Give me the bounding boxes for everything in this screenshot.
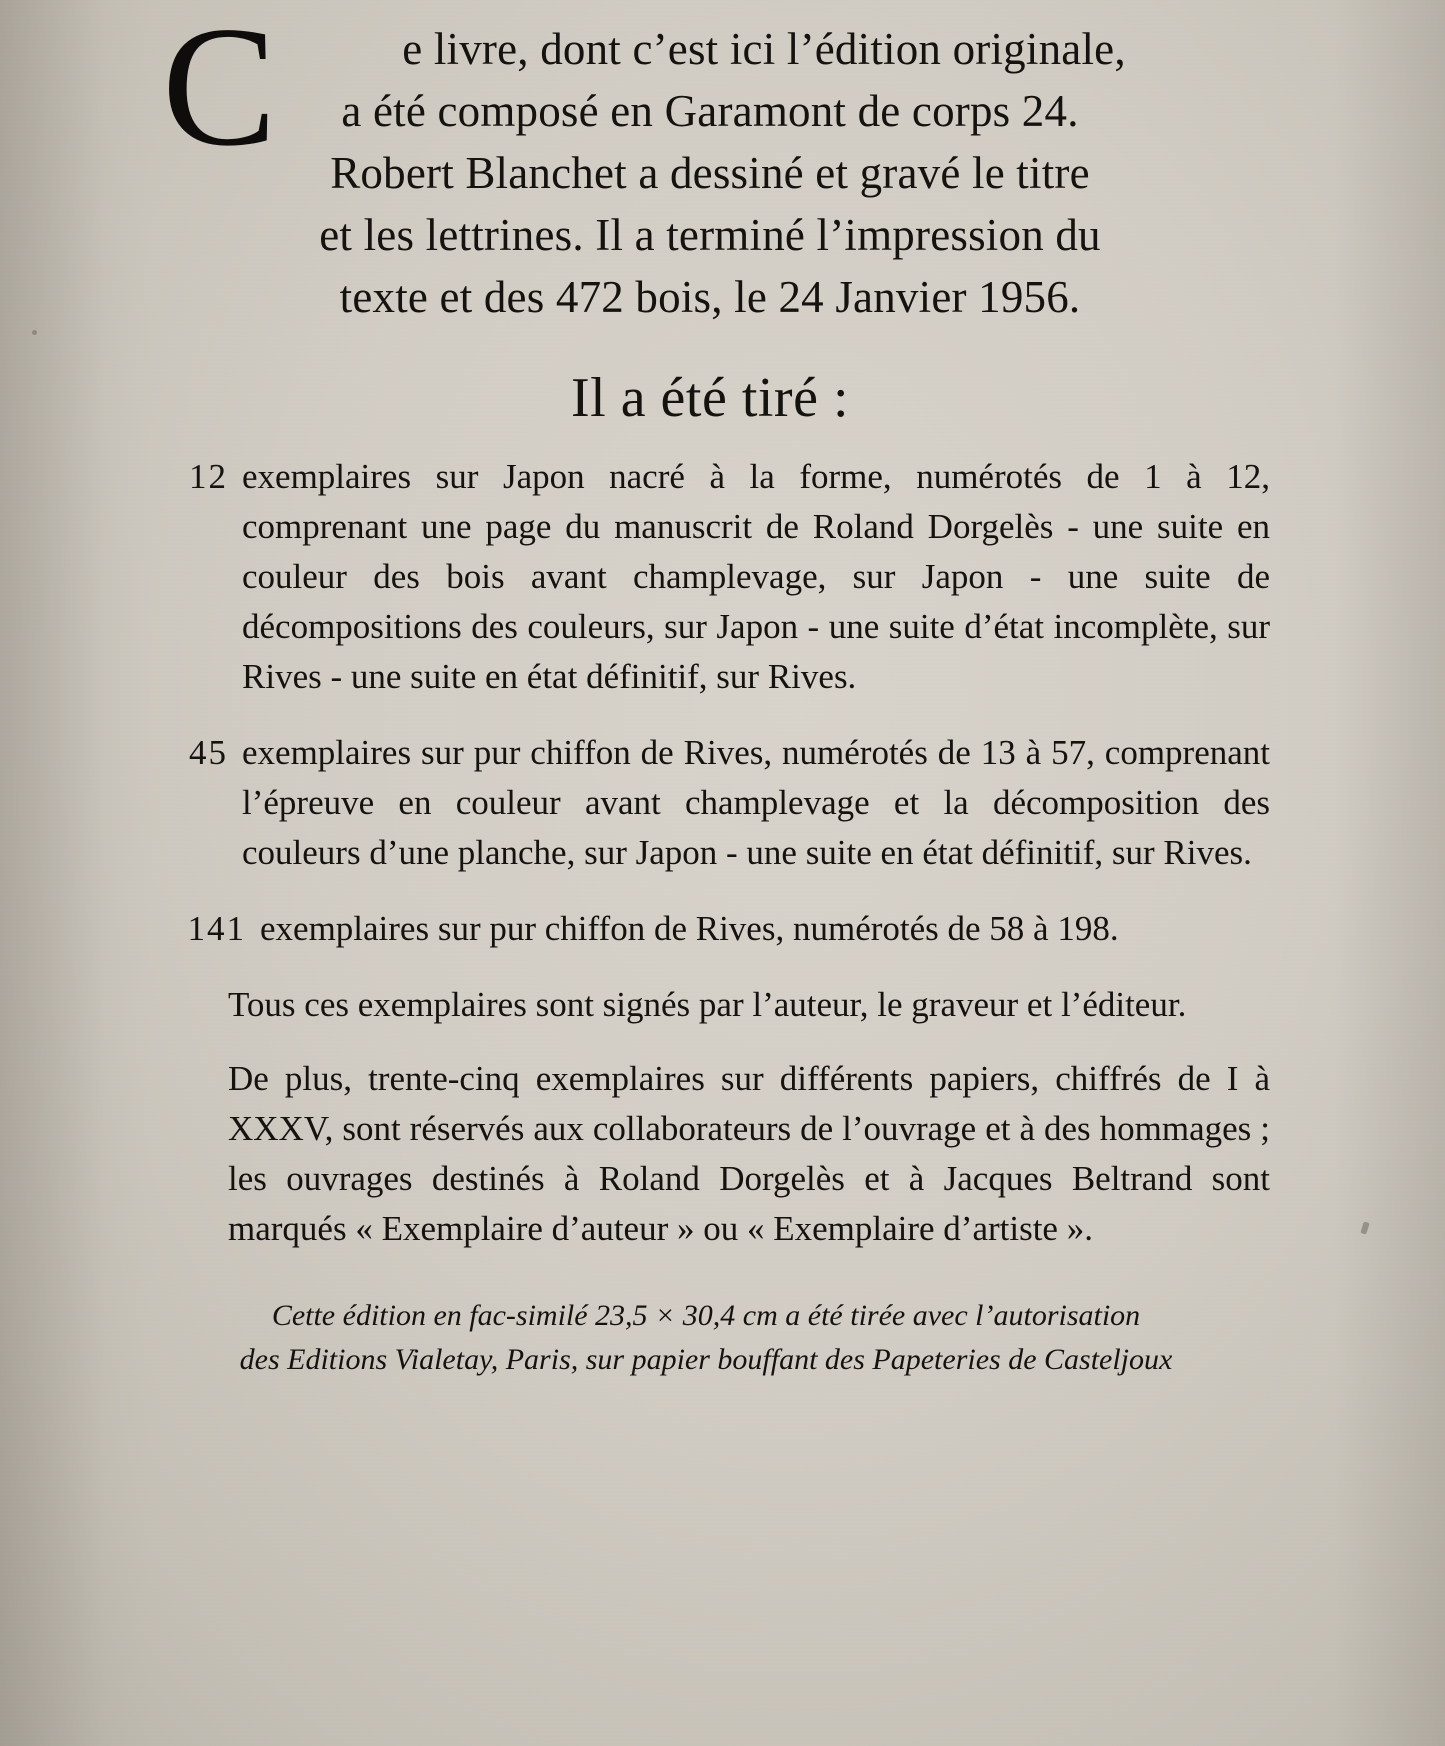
note-paragraph-reserved-copies: De plus, trente-cinq exemplaires sur différents papiers, chiffrés de I à XXXV, sont réservés aux collaborateurs de l’ouvrage et à des hommages ; les ouvrages destinés à Roland Dorgelès et à Jacques Beltrand sont marqués « Exemplaire d’auteur » ou « Exemplaire d’artiste ». <box>228 1059 1270 1248</box>
page-gutter-shadow <box>0 0 150 1746</box>
opening-line-2: a été composé en Garamont de corps 24. <box>341 86 1079 136</box>
edition-entry <box>150 452 1270 702</box>
edition-entry-number: 141 <box>187 909 246 948</box>
edition-entry-number: 45 <box>189 733 228 772</box>
edition-entry-text: exemplaires sur pur chiffon de Rives, numérotés de 58 à 198. <box>260 909 1119 948</box>
section-heading: Il a été tiré : <box>570 367 849 429</box>
paper-speck <box>32 330 37 335</box>
opening-line-4: et les lettrines. Il a terminé l’impression du <box>319 210 1101 260</box>
edition-entry <box>150 904 1270 954</box>
page-right-shadow <box>1335 0 1445 1746</box>
opening-paragraph <box>150 0 1270 328</box>
paper-speck <box>1360 1221 1369 1234</box>
opening-line-1: e livre, dont c’est ici l’édition originale, <box>402 24 1126 74</box>
edition-entry-text: exemplaires sur Japon nacré à la forme, numérotés de 1 à 12, comprenant une page du manuscrit de Roland Dorgelès - une suite en couleur des bois avant champlevage, sur Japon - une suite de décompositions des couleurs, sur Japon - une suite d’état incomplète, sur Rives - une suite en état définitif, sur Rives. <box>242 457 1270 696</box>
drop-cap-letter: C <box>162 0 277 182</box>
colophon-line-2: des Editions Vialetay, Paris, sur papier bouffant des Papeteries de Casteljoux <box>239 1343 1173 1376</box>
note-paragraph-signatures: Tous ces exemplaires sont signés par l’auteur, le graveur et l’éditeur. <box>228 985 1187 1024</box>
edition-entry <box>150 728 1270 878</box>
colophon-line-1: Cette édition en fac-similé 23,5 × 30,4 cm a été tirée avec l’autorisation <box>271 1299 1141 1332</box>
colophon-note <box>150 1294 1270 1382</box>
edition-entry-text: exemplaires sur pur chiffon de Rives, numérotés de 13 à 57, comprenant l’épreuve en couleur avant champlevage et la décomposition des couleurs d’une planche, sur Japon - une suite en état définitif, sur Rives. <box>242 733 1270 872</box>
opening-line-3: Robert Blanchet a dessiné et gravé le titre <box>330 148 1090 198</box>
page-content <box>150 0 1270 1382</box>
opening-line-5: texte et des 472 bois, le 24 Janvier 1956. <box>339 272 1081 322</box>
edition-entry-number: 12 <box>189 457 228 496</box>
